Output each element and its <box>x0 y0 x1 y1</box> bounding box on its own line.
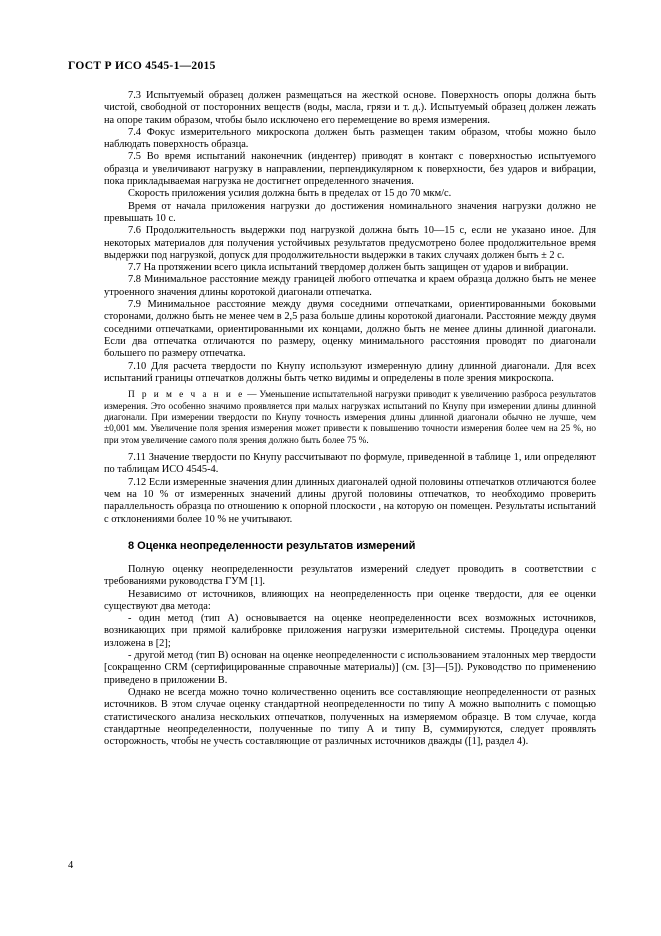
paragraph-7-8: 7.8 Минимальное расстояние между границей любого отпечатка и краем образца должно быть не менее утроенного значения длины коротокой диагонали отпечатка. <box>104 274 596 298</box>
paragraph-8-method-a: - один метод (тип А) основывается на оценке неопределенности всех возможных источников, возникающих при прямой калибровке приложения нагрузки измерительной системы. Процедура оценки изложена в [2]; <box>104 613 596 649</box>
paragraph-8-closing: Однако не всегда можно точно количественно оценить все составляющие неопределенности от разных источников. В этом случае оценку стандартной неопределенности по типу А можно выполнить с помощью статистического анализа нескольких отпечатков, полученных на измеряемом образце. В том случае, когда стандартные неопределенности, полученные по типу А и типу В, суммируются, следует проявлять осторожность, чтобы не учесть составляющие от различных источников дважды ([1], раздел 4). <box>104 686 596 748</box>
paragraph-7-10: 7.10 Для расчета твердости по Кнупу используют измеренную длину длинной диагонали. Для всех испытаний границы отпечатков должны быть четко видимы и определены в поле зрения микроскопа. <box>104 360 596 384</box>
paragraph-time: Время от начала приложения нагрузки до достижения номинального значения нагрузки должно не превышать 10 с. <box>104 200 596 224</box>
paragraph-7-6: 7.6 Продолжительность выдержки под нагрузкой должна быть 10—15 с, если не указано иное. Для некоторых материалов для получения устойчивых результатов предусмотрено более продолжительное время выдержки под нагрузкой, допуск для продолжительности выдержки в таких случаях должен быть ± 2 с. <box>104 225 596 261</box>
paragraph-8-methods: Независимо от источников, влияющих на неопределенность при оценке твердости, для ее оценки существуют два метода: <box>104 588 596 612</box>
paragraph-speed: Скорость приложения усилия должна быть в пределах от 15 до 70 мкм/с. <box>128 188 452 200</box>
section-heading-8: 8 Оценка неопределенности результатов измерений <box>128 539 416 552</box>
paragraph-7-11: 7.11 Значение твердости по Кнупу рассчитывают по формуле, приведенной в таблице 1, или определяют по таблицам ИСО 4545-4. <box>104 452 596 476</box>
paragraph-7-9: 7.9 Минимальное расстояние между двумя соседними отпечатками, ориентированными боковыми сторонами, должно быть не менее чем в 2,5 раза больше длины коротокой диагонали. Расстояние между двумя соседними отпечатками, ориентированными их концами, должно быть не менее длины длинной диагонали. Если два отпечатка отличаются по размеру, оценку минимального расстояния проводят по диагонали большего по размеру отпечатка. <box>104 299 596 360</box>
paragraph-7-3: 7.3 Испытуемый образец должен размещаться на жесткой основе. Поверхность опоры должна быть чистой, свободной от посторонних веществ (воды, масла, грязи и т. д.). Испытуемый образец должен лежать на опоре таким образом, чтобы было исключено его перемещение во время измерения. <box>104 90 596 126</box>
note-text: — Уменьшение испытательной нагрузки приводит к увеличению разброса результатов измерения. Это особенно значимо проявляется при малых нагрузках испытаний по Кнупу при измерении длины длинной диагонали. При измерении твердости по Кнупу точность измерения длины длинной диагонали обычно не лучше, чем ±0,001 мм. Увеличение поля зрения измерения может привести к повышению точности измерения более чем на 25 %, но при этом увеличение самого поля зрения должно быть более 75 %. <box>104 390 596 446</box>
paragraph-7-4: 7.4 Фокус измерительного микроскопа должен быть размещен таким образом, чтобы можно было наблюдать поверхность образца. <box>104 126 596 151</box>
paragraph-8-intro: Полную оценку неопределенности результатов измерений следует проводить в соответствии с требованиями руководства ГУМ [1]. <box>104 563 596 588</box>
note-block <box>104 390 596 447</box>
paragraph-7-12: 7.12 Если измеренные значения длин длинных диагоналей одной половины отпечатков отличаются более чем на 10 % от измеренных значений длины другой половины отпечатков, то необходимо проверить параллельность образца по отношению к опорной плоскости , на которую он помещен. Результаты испытаний с отклонениями более 10 % не учитывают. <box>104 476 596 525</box>
page-header: ГОСТ Р ИСО 4545-1—2015 <box>68 60 216 72</box>
page-number: 4 <box>68 860 74 871</box>
note-label: П р и м е ч а н и е <box>128 390 245 401</box>
page-body <box>104 90 596 748</box>
paragraph-8-method-b: - другой метод (тип В) основан на оценке неопределенности с использованием эталонных мер твердости [сокращенно CRM (сертифицированные справочные материалы)] (см. [3]—[5]). Руководство по применению приведено в приложении В. <box>104 650 596 686</box>
paragraph-7-5: 7.5 Во время испытаний наконечник (индентер) приводят в контакт с поверхностью испытуемого образца и увеличивают нагрузку в направлении, перпендикулярном к поверхности, без ударов и вибрации, пока прикладываемая нагрузка не достигнет определенного значения. <box>104 151 596 188</box>
paragraph-7-7: 7.7 На протяжении всего цикла испытаний твердомер должен быть защищен от ударов и вибрации. <box>128 262 569 274</box>
